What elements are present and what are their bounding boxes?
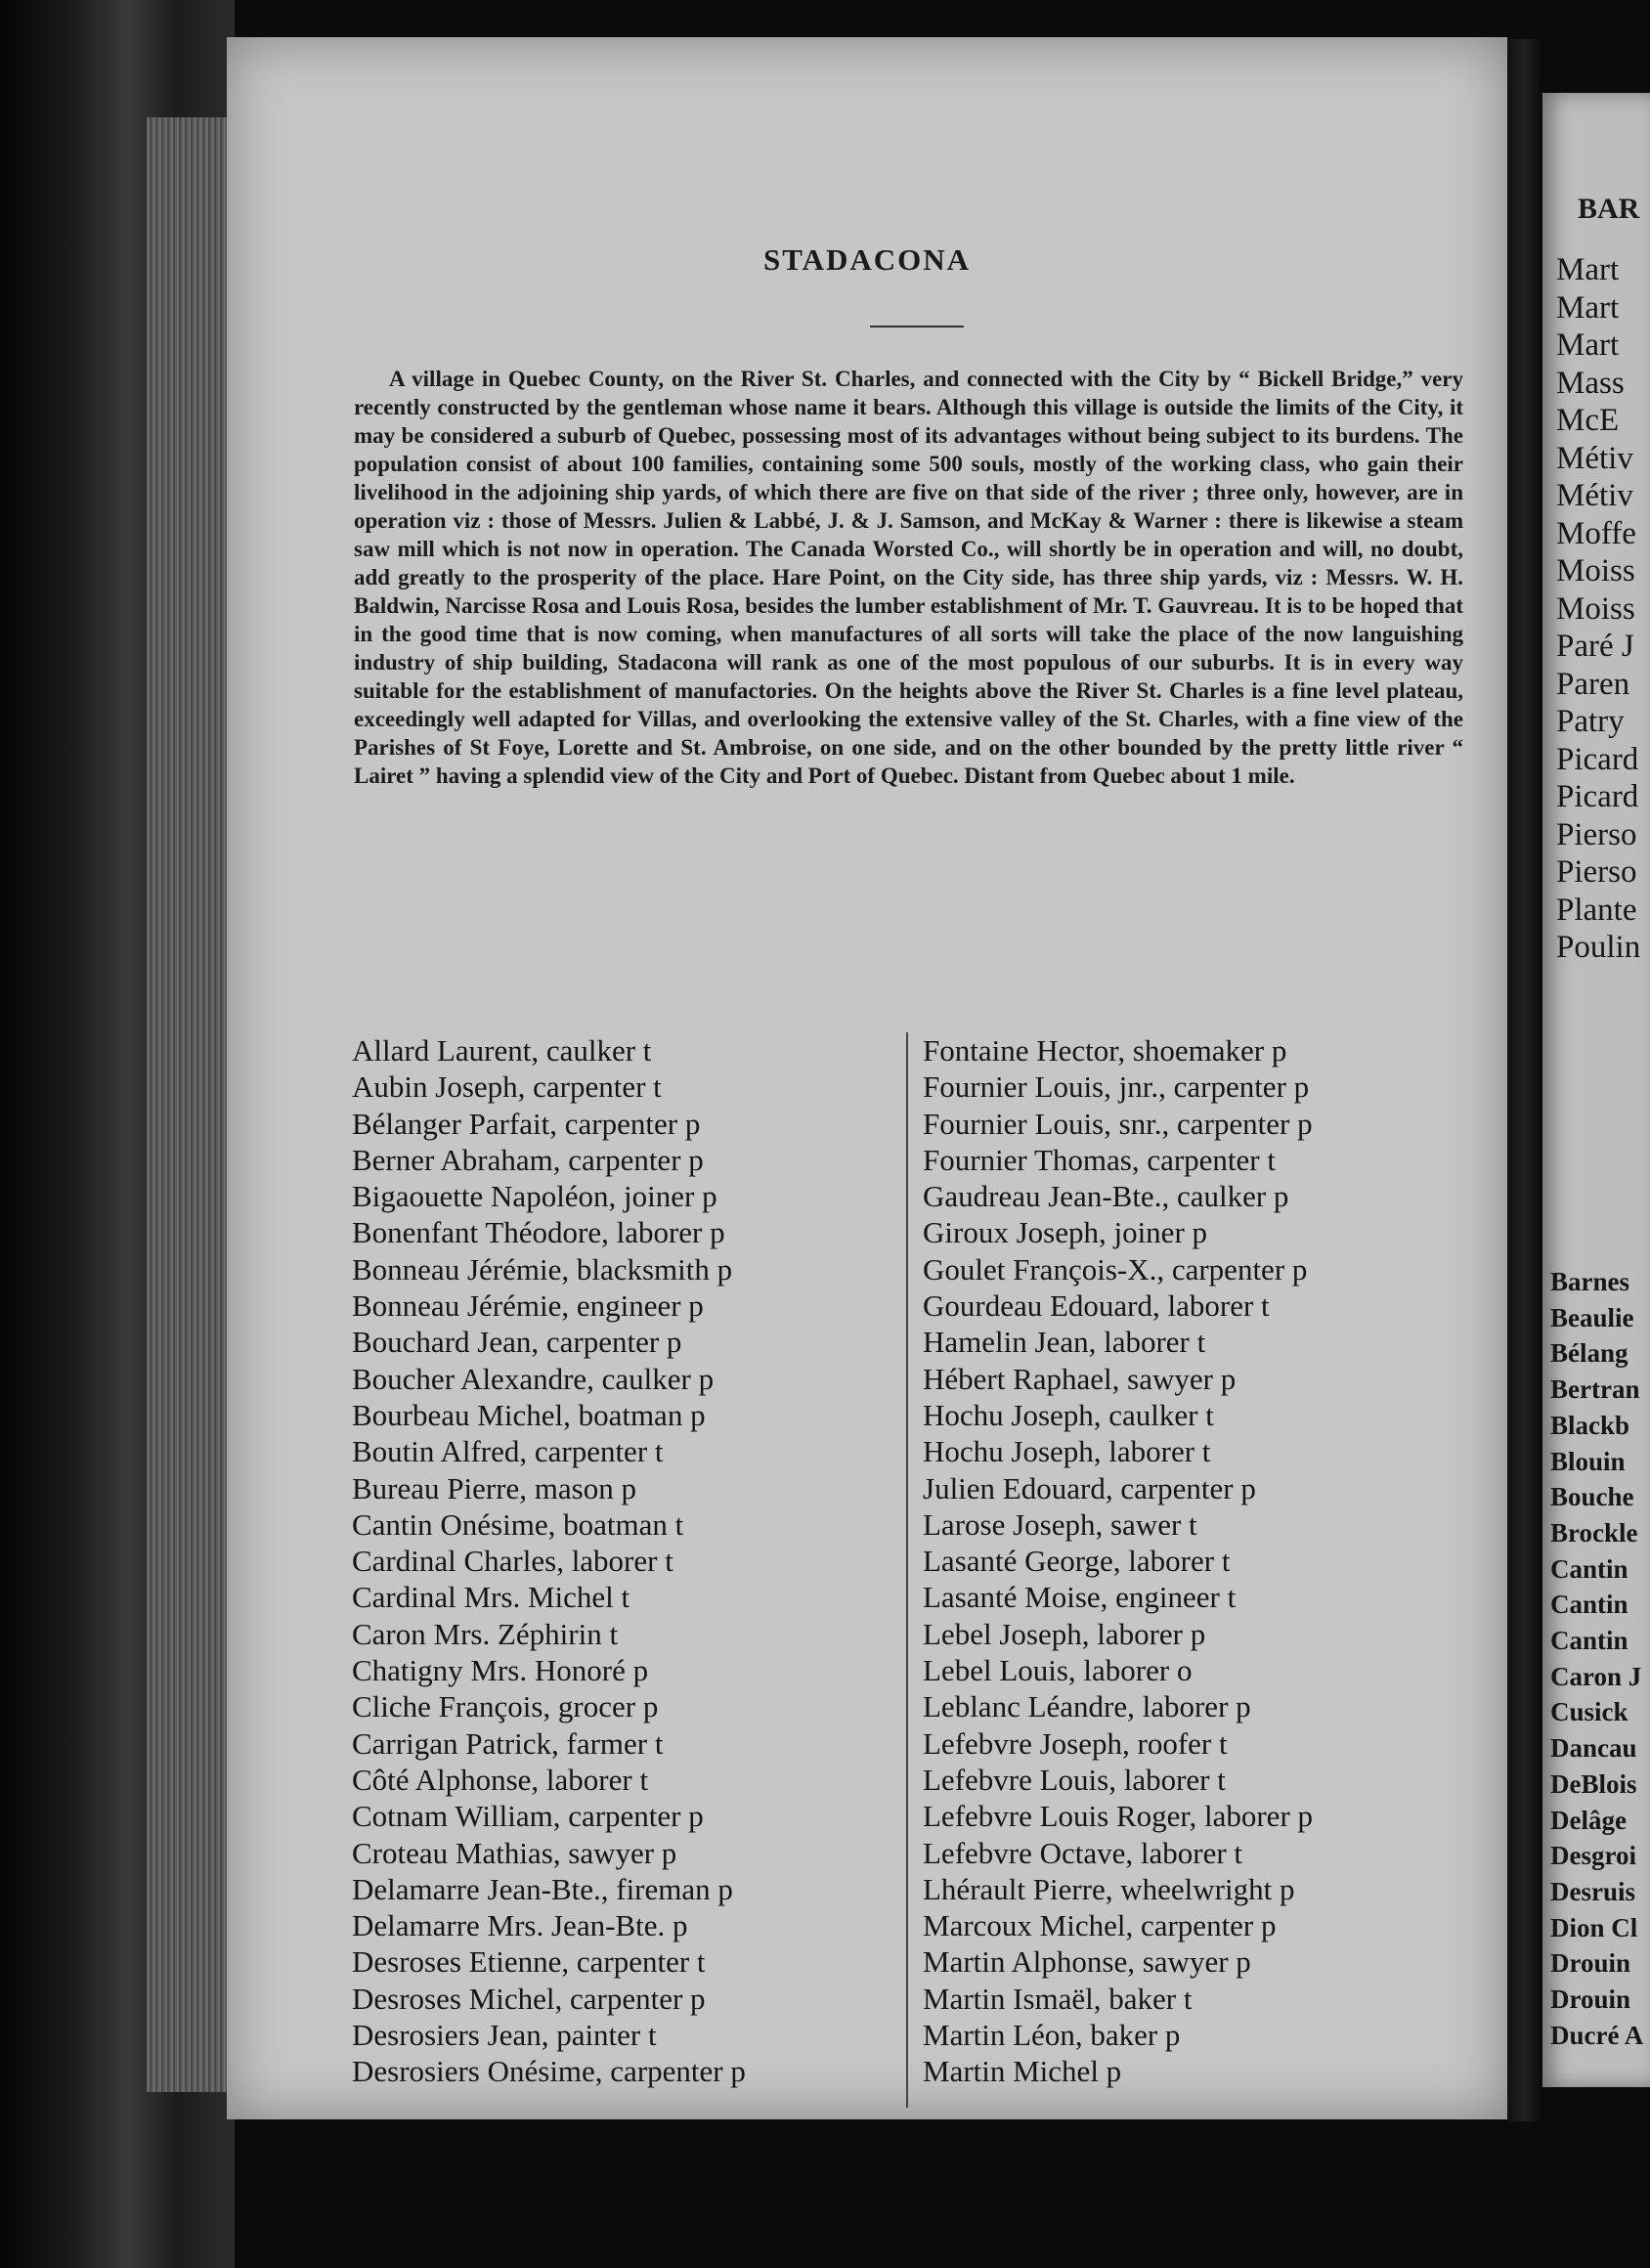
- next-page-entry: Bélang: [1550, 1338, 1628, 1369]
- next-page-entry: Moiss: [1556, 553, 1635, 589]
- next-page-entry: Bouche: [1550, 1482, 1634, 1512]
- directory-entry: Hochu Joseph, caulker t: [923, 1397, 1214, 1432]
- directory-entry: Lefebvre Octave, laborer t: [923, 1835, 1243, 1870]
- directory-entry: Giroux Joseph, joiner p: [923, 1215, 1208, 1250]
- directory-entry: Bélanger Parfait, carpenter p: [352, 1106, 701, 1141]
- next-page-entry: Mart: [1556, 327, 1620, 363]
- next-page-entry: Mass: [1556, 365, 1625, 401]
- directory-entry: Lasanté George, laborer t: [923, 1544, 1231, 1579]
- next-page-entry: Ducré A: [1550, 2020, 1644, 2050]
- next-page-entry: Cantin: [1550, 1590, 1628, 1620]
- directory-entry: Aubin Joseph, carpenter t: [352, 1069, 662, 1105]
- next-page-entry: Pierso: [1556, 854, 1637, 890]
- directory-entry: Fournier Louis, snr., carpenter p: [923, 1106, 1313, 1141]
- directory-entry: Hamelin Jean, laborer t: [923, 1325, 1206, 1360]
- directory-entry: Julien Edouard, carpenter p: [923, 1470, 1256, 1505]
- directory-entry: Allard Laurent, caulker t: [352, 1033, 652, 1068]
- directory-entry: Goulet François-X., carpenter p: [923, 1251, 1308, 1287]
- next-page-entry: Moffe: [1556, 515, 1636, 551]
- directory-entry: Lefebvre Louis, laborer t: [923, 1762, 1226, 1797]
- directory-entry: Martin Michel p: [923, 2054, 1122, 2089]
- directory-entry: Gourdeau Edouard, laborer t: [923, 1288, 1270, 1324]
- next-page-entry: Blackb: [1550, 1410, 1630, 1440]
- next-page-entry: Picard: [1556, 779, 1639, 814]
- directory-entry: Croteau Mathias, sawyer p: [352, 1835, 677, 1870]
- directory-entry: Carrigan Patrick, farmer t: [352, 1725, 664, 1761]
- next-page-entry: Paré J: [1556, 629, 1634, 664]
- next-page-entry: Beaulie: [1550, 1302, 1634, 1332]
- directory-column-right: [923, 1032, 1470, 2090]
- next-page-entry: Brockle: [1550, 1517, 1638, 1548]
- next-page-entry: Desruis: [1550, 1876, 1635, 1906]
- next-page-entry: Paren: [1556, 666, 1630, 702]
- directory-column-left: [352, 1032, 899, 2090]
- directory-entry: Lebel Joseph, laborer p: [923, 1616, 1206, 1651]
- directory-entry: Hochu Joseph, laborer t: [923, 1434, 1211, 1469]
- next-page-entry: Blouin: [1550, 1446, 1626, 1476]
- directory-entry: Martin Alphonse, sawyer p: [923, 1944, 1251, 1980]
- directory-entry: Martin Léon, baker p: [923, 2018, 1181, 2053]
- next-page-entry: Poulin: [1556, 930, 1641, 965]
- next-page-entry: Moiss: [1556, 590, 1635, 627]
- directory-entry: Cardinal Mrs. Michel t: [352, 1580, 630, 1615]
- next-page-heading: BAR: [1578, 193, 1640, 225]
- directory-entry: Larose Joseph, sawer t: [923, 1506, 1197, 1542]
- directory-entry: Bonenfant Théodore, laborer p: [352, 1215, 725, 1250]
- directory-entry: Marcoux Michel, carpenter p: [923, 1908, 1277, 1943]
- directory-entry: Desroses Etienne, carpenter t: [352, 1944, 706, 1980]
- next-page-entry: Desgroi: [1550, 1841, 1636, 1871]
- directory-entry: Desrosiers Jean, painter t: [352, 2018, 657, 2053]
- directory-entry: Martin Ismaël, baker t: [923, 1981, 1193, 2016]
- directory-entry: Gaudreau Jean-Bte., caulker p: [923, 1179, 1289, 1214]
- next-page-entry: Mart: [1556, 252, 1620, 287]
- next-page-entry: Delâge: [1550, 1805, 1627, 1835]
- page-title: STADACONA: [762, 242, 972, 277]
- directory-entry: Lhérault Pierre, wheelwright p: [923, 1871, 1295, 1906]
- directory-entry: Desroses Michel, carpenter p: [352, 1981, 706, 2016]
- next-page-entry: Caron J: [1550, 1661, 1642, 1691]
- next-page-list-bottom: [1550, 1264, 1643, 2053]
- next-page-entry: Cantin: [1550, 1626, 1628, 1656]
- column-divider: [906, 1032, 908, 2108]
- next-page-entry: Dancau: [1550, 1733, 1637, 1764]
- directory-entry: Bourbeau Michel, boatman p: [352, 1397, 706, 1432]
- directory-entry: Cantin Onésime, boatman t: [352, 1506, 684, 1542]
- next-page-entry: Bertran: [1550, 1374, 1640, 1405]
- next-page-entry: DeBlois: [1550, 1768, 1637, 1799]
- directory-entry: Bonneau Jérémie, blacksmith p: [352, 1251, 733, 1287]
- book-gutter: [1507, 39, 1542, 2121]
- directory-entry: Berner Abraham, carpenter p: [352, 1142, 704, 1177]
- next-page-fragment: [1542, 93, 1650, 2087]
- directory-entry: Lebel Louis, laborer o: [923, 1653, 1193, 1688]
- directory-entry: Fournier Louis, jnr., carpenter p: [923, 1069, 1310, 1105]
- next-page-entry: Drouin: [1550, 1948, 1631, 1979]
- directory-entry: Bigaouette Napoléon, joiner p: [352, 1179, 717, 1214]
- directory-entry: Lasanté Moise, engineer t: [923, 1580, 1237, 1615]
- directory-entry: Cotnam William, carpenter p: [352, 1799, 704, 1834]
- directory-entry: Boutin Alfred, carpenter t: [352, 1434, 664, 1469]
- directory-entry: Bureau Pierre, mason p: [352, 1470, 636, 1505]
- page-edges: [147, 117, 235, 2092]
- next-page-entry: Plante: [1556, 892, 1637, 928]
- next-page-entry: Métiv: [1556, 478, 1633, 513]
- next-page-entry: Pierso: [1556, 816, 1637, 852]
- directory-entry: Hébert Raphael, sawyer p: [923, 1361, 1237, 1396]
- next-page-entry: Picard: [1556, 741, 1639, 777]
- directory-entry: Fournier Thomas, carpenter t: [923, 1142, 1276, 1177]
- next-page-entry: McE: [1556, 403, 1620, 438]
- directory-entry: Lefebvre Louis Roger, laborer p: [923, 1799, 1314, 1834]
- next-page-entry: Barnes: [1550, 1267, 1629, 1296]
- directory-entry: Boucher Alexandre, caulker p: [352, 1361, 715, 1396]
- next-page-entry: Patry: [1556, 704, 1625, 739]
- next-page-entry: Drouin: [1550, 1984, 1631, 2015]
- directory-entry: Chatigny Mrs. Honoré p: [352, 1653, 649, 1688]
- next-page-list-top: [1556, 251, 1640, 967]
- directory-entry: Leblanc Léandre, laborer p: [923, 1689, 1251, 1724]
- directory-entry: Lefebvre Joseph, roofer t: [923, 1725, 1228, 1761]
- directory-entry: Desrosiers Onésime, carpenter p: [352, 2054, 746, 2089]
- directory-entry: Cliche François, grocer p: [352, 1689, 659, 1724]
- title-rule: [870, 326, 964, 327]
- directory-entry: Delamarre Jean-Bte., fireman p: [352, 1871, 733, 1906]
- directory-entry: Bonneau Jérémie, engineer p: [352, 1288, 704, 1324]
- directory-entry: Cardinal Charles, laborer t: [352, 1544, 673, 1579]
- directory-entry: Caron Mrs. Zéphirin t: [352, 1616, 619, 1651]
- next-page-entry: Cusick: [1550, 1697, 1628, 1727]
- book-page: [227, 37, 1507, 2119]
- next-page-entry: Dion Cl: [1550, 1912, 1638, 1942]
- next-page-entry: Mart: [1556, 289, 1620, 326]
- intro-paragraph: A village in Quebec County, on the River St. Charles, and connected with the City by “ Bickell Bridge,” very recently constructed by the gentleman whose name it bears. Although this village is outside the limits of the City, it may be considered a suburb of Quebec, possessing most of its advantages without being subject to its burdens. The population consist of about 100 families, containing some 500 souls, mostly of the working class, who gain their livelihood in the adjoining ship yards, of which there are five on that side of the river ; three only, however, are in operation viz : those of Messrs. Julien & Labbé, J. & J. Samson, and McKay & Warner : there is likewise a steam saw mill which is not now in operation. The Canada Worsted Co., will shortly be in operation and will, no doubt, add greatly to the prosperity of the place. Hare Point, on the City side, has three ship yards, viz : Messrs. W. H. Baldwin, Narcisse Rosa and Louis Rosa, besides the lumber establishment of Mr. T. Gauvreau. It is to be hoped that in the good time that is now coming, when manufactures of all sorts will take the place of the now languishing industry of ship building, Stadacona will rank as one of the most populous of our suburbs. It is in every way suitable for the establishment of manufactories. On the heights above the River St. Charles is a fine level plateau, exceedingly well adapted for Villas, and overlooking the extensive valley of the St. Charles, with a fine view of the Parishes of St Foye, Lorette and St. Ambroise, on one side, and on the other bounded by the pretty little river “ Lairet ” having a splendid view of the City and Port of Quebec. Distant from Quebec about 1 mile.: [354, 367, 1463, 788]
- directory-entry: Côté Alphonse, laborer t: [352, 1762, 649, 1797]
- directory-entry: Delamarre Mrs. Jean-Bte. p: [352, 1908, 688, 1943]
- next-page-entry: Métiv: [1556, 440, 1633, 476]
- directory-entry: Fontaine Hector, shoemaker p: [923, 1033, 1287, 1068]
- next-page-entry: Cantin: [1550, 1553, 1628, 1584]
- directory-entry: Bouchard Jean, carpenter p: [352, 1325, 682, 1360]
